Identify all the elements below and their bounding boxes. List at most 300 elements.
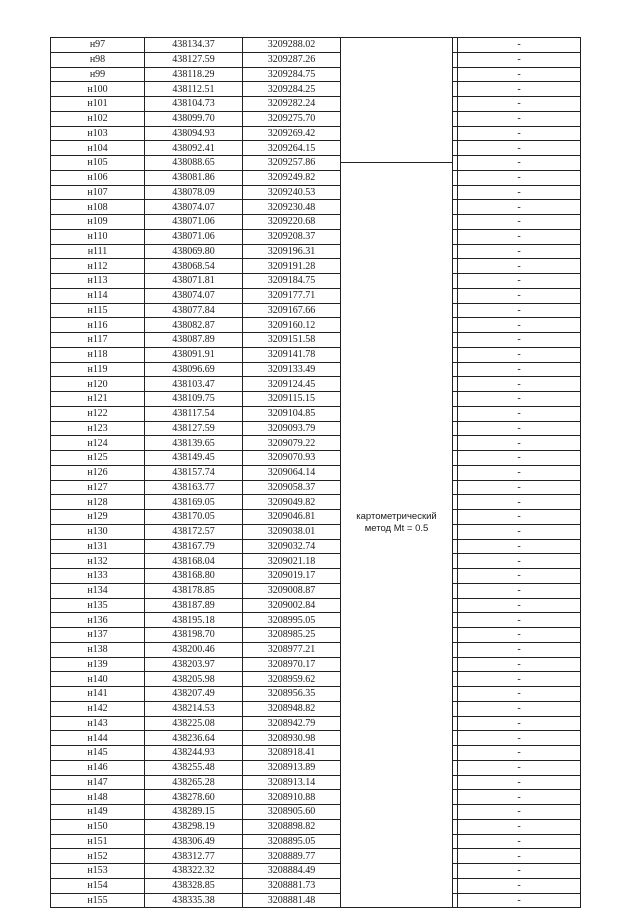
table-row	[51, 244, 581, 259]
point-name-cell: н109	[51, 215, 145, 230]
point-name-cell: н137	[51, 628, 145, 643]
table-row	[51, 111, 581, 126]
x-coordinate-cell: 438081.86	[145, 170, 243, 185]
point-name-cell: н113	[51, 274, 145, 289]
point-name-cell: н128	[51, 495, 145, 510]
y-coordinate-cell: 3209284.75	[243, 67, 341, 82]
table-row	[51, 303, 581, 318]
y-coordinate-cell: 3209002.84	[243, 598, 341, 613]
x-coordinate-cell: 438103.47	[145, 377, 243, 392]
table-row	[51, 672, 581, 687]
x-coordinate-cell: 438088.65	[145, 156, 243, 171]
accuracy-cell: -	[458, 642, 581, 657]
y-coordinate-cell: 3209282.24	[243, 97, 341, 112]
point-name-cell: н119	[51, 362, 145, 377]
point-name-cell: н153	[51, 864, 145, 879]
y-coordinate-cell: 3209124.45	[243, 377, 341, 392]
table-row	[51, 775, 581, 790]
point-name-cell: н115	[51, 303, 145, 318]
x-coordinate-cell: 438298.19	[145, 819, 243, 834]
point-name-cell: н134	[51, 583, 145, 598]
accuracy-cell: -	[458, 554, 581, 569]
x-coordinate-cell: 438200.46	[145, 642, 243, 657]
table-row	[51, 701, 581, 716]
point-name-cell: н122	[51, 406, 145, 421]
point-name-cell: н103	[51, 126, 145, 141]
table-row	[51, 598, 581, 613]
y-coordinate-cell: 3209275.70	[243, 111, 341, 126]
point-name-cell: н98	[51, 52, 145, 67]
table-row	[51, 628, 581, 643]
point-name-cell: н141	[51, 687, 145, 702]
x-coordinate-cell: 438163.77	[145, 480, 243, 495]
table-row	[51, 731, 581, 746]
point-name-cell: н139	[51, 657, 145, 672]
table-row	[51, 524, 581, 539]
point-name-cell: н105	[51, 156, 145, 171]
point-name-cell: н111	[51, 244, 145, 259]
accuracy-cell: -	[458, 215, 581, 230]
table-row	[51, 185, 581, 200]
y-coordinate-cell: 3209070.93	[243, 451, 341, 466]
method-line-2: метод Mt = 0.5	[364, 523, 429, 534]
x-coordinate-cell: 438205.98	[145, 672, 243, 687]
accuracy-cell: -	[458, 672, 581, 687]
table-row	[51, 170, 581, 185]
y-coordinate-cell: 3208881.73	[243, 878, 341, 893]
point-name-cell: н154	[51, 878, 145, 893]
point-name-cell: н118	[51, 347, 145, 362]
table-row	[51, 288, 581, 303]
point-name-cell: н126	[51, 465, 145, 480]
y-coordinate-cell: 3209058.37	[243, 480, 341, 495]
accuracy-cell: -	[458, 495, 581, 510]
accuracy-cell: -	[458, 436, 581, 451]
point-name-cell: н123	[51, 421, 145, 436]
accuracy-cell: -	[458, 790, 581, 805]
x-coordinate-cell: 438127.59	[145, 421, 243, 436]
accuracy-cell: -	[458, 524, 581, 539]
table-row	[51, 819, 581, 834]
accuracy-cell: -	[458, 701, 581, 716]
table-row	[51, 200, 581, 215]
accuracy-cell: -	[458, 141, 581, 156]
x-coordinate-cell: 438168.80	[145, 569, 243, 584]
x-coordinate-cell: 438265.28	[145, 775, 243, 790]
point-name-cell: н138	[51, 642, 145, 657]
x-coordinate-cell: 438278.60	[145, 790, 243, 805]
x-coordinate-cell: 438214.53	[145, 701, 243, 716]
x-coordinate-cell: 438109.75	[145, 392, 243, 407]
y-coordinate-cell: 3209160.12	[243, 318, 341, 333]
accuracy-cell: -	[458, 111, 581, 126]
point-name-cell: н132	[51, 554, 145, 569]
table-row	[51, 259, 581, 274]
table-row	[51, 495, 581, 510]
y-coordinate-cell: 3208948.82	[243, 701, 341, 716]
point-name-cell: н147	[51, 775, 145, 790]
y-coordinate-cell: 3209284.25	[243, 82, 341, 97]
accuracy-cell: -	[458, 156, 581, 171]
method-text	[341, 511, 452, 535]
y-coordinate-cell: 3208995.05	[243, 613, 341, 628]
point-name-cell: н121	[51, 392, 145, 407]
x-coordinate-cell: 438255.48	[145, 760, 243, 775]
table-row	[51, 893, 581, 908]
accuracy-cell: -	[458, 377, 581, 392]
accuracy-cell: -	[458, 406, 581, 421]
table-row	[51, 82, 581, 97]
point-name-cell: н102	[51, 111, 145, 126]
table-row	[51, 657, 581, 672]
table-row	[51, 126, 581, 141]
y-coordinate-cell: 3208913.89	[243, 760, 341, 775]
x-coordinate-cell: 438167.79	[145, 539, 243, 554]
table-row	[51, 156, 581, 171]
y-coordinate-cell: 3209021.18	[243, 554, 341, 569]
x-coordinate-cell: 438157.74	[145, 465, 243, 480]
point-name-cell: н133	[51, 569, 145, 584]
x-coordinate-cell: 438195.18	[145, 613, 243, 628]
point-name-cell: н142	[51, 701, 145, 716]
y-coordinate-cell: 3208905.60	[243, 805, 341, 820]
table-row	[51, 613, 581, 628]
table-row	[51, 333, 581, 348]
table-row	[51, 141, 581, 156]
point-name-cell: н140	[51, 672, 145, 687]
point-name-cell: н114	[51, 288, 145, 303]
y-coordinate-cell: 3208985.25	[243, 628, 341, 643]
x-coordinate-cell: 438289.15	[145, 805, 243, 820]
x-coordinate-cell: 438092.41	[145, 141, 243, 156]
accuracy-cell: -	[458, 539, 581, 554]
table-row	[51, 465, 581, 480]
accuracy-cell: -	[458, 451, 581, 466]
accuracy-cell: -	[458, 864, 581, 879]
point-name-cell: н116	[51, 318, 145, 333]
accuracy-cell: -	[458, 569, 581, 584]
x-coordinate-cell: 438306.49	[145, 834, 243, 849]
accuracy-cell: -	[458, 687, 581, 702]
accuracy-cell: -	[458, 878, 581, 893]
y-coordinate-cell: 3209151.58	[243, 333, 341, 348]
point-name-cell: н135	[51, 598, 145, 613]
y-coordinate-cell: 3208977.21	[243, 642, 341, 657]
y-coordinate-cell: 3209191.28	[243, 259, 341, 274]
x-coordinate-cell: 438074.07	[145, 288, 243, 303]
point-name-cell: н97	[51, 38, 145, 53]
accuracy-cell: -	[458, 126, 581, 141]
y-coordinate-cell: 3209196.31	[243, 244, 341, 259]
table-row	[51, 392, 581, 407]
accuracy-cell: -	[458, 510, 581, 525]
x-coordinate-cell: 438203.97	[145, 657, 243, 672]
x-coordinate-cell: 438071.81	[145, 274, 243, 289]
x-coordinate-cell: 438078.09	[145, 185, 243, 200]
point-name-cell: н127	[51, 480, 145, 495]
point-name-cell: н120	[51, 377, 145, 392]
y-coordinate-cell: 3209269.42	[243, 126, 341, 141]
point-name-cell: н112	[51, 259, 145, 274]
y-coordinate-cell: 3209208.37	[243, 229, 341, 244]
point-name-cell: н155	[51, 893, 145, 908]
y-coordinate-cell: 3209177.71	[243, 288, 341, 303]
x-coordinate-cell: 438112.51	[145, 82, 243, 97]
coordinates-table-body	[51, 38, 581, 908]
table-row	[51, 52, 581, 67]
point-name-cell: н152	[51, 849, 145, 864]
table-row	[51, 436, 581, 451]
x-coordinate-cell: 438118.29	[145, 67, 243, 82]
y-coordinate-cell: 3209230.48	[243, 200, 341, 215]
y-coordinate-cell: 3209049.82	[243, 495, 341, 510]
y-coordinate-cell: 3209257.86	[243, 156, 341, 171]
table-row	[51, 805, 581, 820]
point-name-cell: н107	[51, 185, 145, 200]
point-name-cell: н145	[51, 746, 145, 761]
accuracy-cell: -	[458, 229, 581, 244]
x-coordinate-cell: 438236.64	[145, 731, 243, 746]
y-coordinate-cell: 3209220.68	[243, 215, 341, 230]
point-name-cell: н106	[51, 170, 145, 185]
y-coordinate-cell: 3208884.49	[243, 864, 341, 879]
accuracy-cell: -	[458, 775, 581, 790]
y-coordinate-cell: 3208918.41	[243, 746, 341, 761]
point-name-cell: н143	[51, 716, 145, 731]
accuracy-cell: -	[458, 362, 581, 377]
table-row	[51, 67, 581, 82]
x-coordinate-cell: 438134.37	[145, 38, 243, 53]
x-coordinate-cell: 438207.49	[145, 687, 243, 702]
accuracy-cell: -	[458, 716, 581, 731]
table-row	[51, 554, 581, 569]
x-coordinate-cell: 438091.91	[145, 347, 243, 362]
x-coordinate-cell: 438149.45	[145, 451, 243, 466]
accuracy-cell: -	[458, 259, 581, 274]
y-coordinate-cell: 3208959.62	[243, 672, 341, 687]
table-row	[51, 716, 581, 731]
y-coordinate-cell: 3209104.85	[243, 406, 341, 421]
y-coordinate-cell: 3209184.75	[243, 274, 341, 289]
accuracy-cell: -	[458, 303, 581, 318]
point-name-cell: н117	[51, 333, 145, 348]
y-coordinate-cell: 3209115.15	[243, 392, 341, 407]
x-coordinate-cell: 438099.70	[145, 111, 243, 126]
y-coordinate-cell: 3209264.15	[243, 141, 341, 156]
table-row	[51, 38, 581, 53]
accuracy-cell: -	[458, 244, 581, 259]
y-coordinate-cell: 3208898.82	[243, 819, 341, 834]
x-coordinate-cell: 438225.08	[145, 716, 243, 731]
accuracy-cell: -	[458, 657, 581, 672]
y-coordinate-cell: 3209093.79	[243, 421, 341, 436]
accuracy-cell: -	[458, 52, 581, 67]
table-row	[51, 406, 581, 421]
x-coordinate-cell: 438082.87	[145, 318, 243, 333]
y-coordinate-cell: 3209008.87	[243, 583, 341, 598]
y-coordinate-cell: 3208913.14	[243, 775, 341, 790]
accuracy-cell: -	[458, 170, 581, 185]
accuracy-cell: -	[458, 67, 581, 82]
y-coordinate-cell: 3209167.66	[243, 303, 341, 318]
accuracy-cell: -	[458, 97, 581, 112]
y-coordinate-cell: 3209141.78	[243, 347, 341, 362]
table-row	[51, 760, 581, 775]
accuracy-cell: -	[458, 583, 581, 598]
x-coordinate-cell: 438312.77	[145, 849, 243, 864]
table-row	[51, 377, 581, 392]
accuracy-cell: -	[458, 200, 581, 215]
point-name-cell: н130	[51, 524, 145, 539]
point-name-cell: н151	[51, 834, 145, 849]
table-row	[51, 642, 581, 657]
table-row	[51, 510, 581, 525]
y-coordinate-cell: 3208895.05	[243, 834, 341, 849]
accuracy-cell: -	[458, 746, 581, 761]
y-coordinate-cell: 3208889.77	[243, 849, 341, 864]
point-name-cell: н131	[51, 539, 145, 554]
y-coordinate-cell: 3208930.98	[243, 731, 341, 746]
table-row	[51, 451, 581, 466]
accuracy-cell: -	[458, 760, 581, 775]
accuracy-cell: -	[458, 38, 581, 53]
point-name-cell: н150	[51, 819, 145, 834]
accuracy-cell: -	[458, 465, 581, 480]
x-coordinate-cell: 438096.69	[145, 362, 243, 377]
accuracy-cell: -	[458, 82, 581, 97]
x-coordinate-cell: 438169.05	[145, 495, 243, 510]
x-coordinate-cell: 438104.73	[145, 97, 243, 112]
method-line-1: картометрический	[356, 511, 437, 522]
point-name-cell: н104	[51, 141, 145, 156]
y-coordinate-cell: 3208942.79	[243, 716, 341, 731]
accuracy-cell: -	[458, 628, 581, 643]
table-row	[51, 790, 581, 805]
accuracy-cell: -	[458, 333, 581, 348]
accuracy-cell: -	[458, 347, 581, 362]
x-coordinate-cell: 438187.89	[145, 598, 243, 613]
x-coordinate-cell: 438068.54	[145, 259, 243, 274]
table-row	[51, 318, 581, 333]
y-coordinate-cell: 3209287.26	[243, 52, 341, 67]
method-cell-divider	[341, 162, 452, 163]
accuracy-cell: -	[458, 185, 581, 200]
point-name-cell: н125	[51, 451, 145, 466]
table-row	[51, 274, 581, 289]
x-coordinate-cell: 438127.59	[145, 52, 243, 67]
accuracy-cell: -	[458, 392, 581, 407]
table-row	[51, 215, 581, 230]
point-name-cell: н100	[51, 82, 145, 97]
accuracy-cell: -	[458, 613, 581, 628]
point-name-cell: н101	[51, 97, 145, 112]
y-coordinate-cell: 3209019.17	[243, 569, 341, 584]
x-coordinate-cell: 438244.93	[145, 746, 243, 761]
table-row	[51, 878, 581, 893]
table-row	[51, 362, 581, 377]
x-coordinate-cell: 438117.54	[145, 406, 243, 421]
y-coordinate-cell: 3209288.02	[243, 38, 341, 53]
x-coordinate-cell: 438077.84	[145, 303, 243, 318]
table-row	[51, 583, 581, 598]
coordinates-table	[50, 37, 581, 908]
y-coordinate-cell: 3208970.17	[243, 657, 341, 672]
accuracy-cell: -	[458, 805, 581, 820]
accuracy-cell: -	[458, 480, 581, 495]
table-row	[51, 864, 581, 879]
y-coordinate-cell: 3209133.49	[243, 362, 341, 377]
y-coordinate-cell: 3209038.01	[243, 524, 341, 539]
x-coordinate-cell: 438322.32	[145, 864, 243, 879]
accuracy-cell: -	[458, 849, 581, 864]
x-coordinate-cell: 438094.93	[145, 126, 243, 141]
table-row	[51, 849, 581, 864]
y-coordinate-cell: 3209249.82	[243, 170, 341, 185]
table-row	[51, 746, 581, 761]
table-row	[51, 687, 581, 702]
point-name-cell: н110	[51, 229, 145, 244]
y-coordinate-cell: 3208910.88	[243, 790, 341, 805]
x-coordinate-cell: 438087.89	[145, 333, 243, 348]
x-coordinate-cell: 438198.70	[145, 628, 243, 643]
table-row	[51, 347, 581, 362]
x-coordinate-cell: 438071.06	[145, 229, 243, 244]
accuracy-cell: -	[458, 834, 581, 849]
y-coordinate-cell: 3209079.22	[243, 436, 341, 451]
accuracy-cell: -	[458, 893, 581, 908]
x-coordinate-cell: 438071.06	[145, 215, 243, 230]
x-coordinate-cell: 438074.07	[145, 200, 243, 215]
method-cell	[341, 38, 453, 908]
y-coordinate-cell: 3208956.35	[243, 687, 341, 702]
accuracy-cell: -	[458, 598, 581, 613]
table-row	[51, 229, 581, 244]
accuracy-cell: -	[458, 288, 581, 303]
point-name-cell: н108	[51, 200, 145, 215]
x-coordinate-cell: 438172.57	[145, 524, 243, 539]
x-coordinate-cell: 438178.85	[145, 583, 243, 598]
accuracy-cell: -	[458, 274, 581, 289]
accuracy-cell: -	[458, 731, 581, 746]
accuracy-cell: -	[458, 819, 581, 834]
y-coordinate-cell: 3208881.48	[243, 893, 341, 908]
x-coordinate-cell: 438335.38	[145, 893, 243, 908]
table-row	[51, 834, 581, 849]
table-row	[51, 480, 581, 495]
point-name-cell: н148	[51, 790, 145, 805]
y-coordinate-cell: 3209240.53	[243, 185, 341, 200]
y-coordinate-cell: 3209064.14	[243, 465, 341, 480]
accuracy-cell: -	[458, 318, 581, 333]
x-coordinate-cell: 438139.65	[145, 436, 243, 451]
point-name-cell: н124	[51, 436, 145, 451]
point-name-cell: н136	[51, 613, 145, 628]
x-coordinate-cell: 438168.04	[145, 554, 243, 569]
y-coordinate-cell: 3209046.81	[243, 510, 341, 525]
point-name-cell: н129	[51, 510, 145, 525]
point-name-cell: н144	[51, 731, 145, 746]
x-coordinate-cell: 438170.05	[145, 510, 243, 525]
table-row	[51, 97, 581, 112]
point-name-cell: н146	[51, 760, 145, 775]
x-coordinate-cell: 438069.80	[145, 244, 243, 259]
point-name-cell: н99	[51, 67, 145, 82]
x-coordinate-cell: 438328.85	[145, 878, 243, 893]
point-name-cell: н149	[51, 805, 145, 820]
table-row	[51, 569, 581, 584]
accuracy-cell: -	[458, 421, 581, 436]
table-row	[51, 421, 581, 436]
